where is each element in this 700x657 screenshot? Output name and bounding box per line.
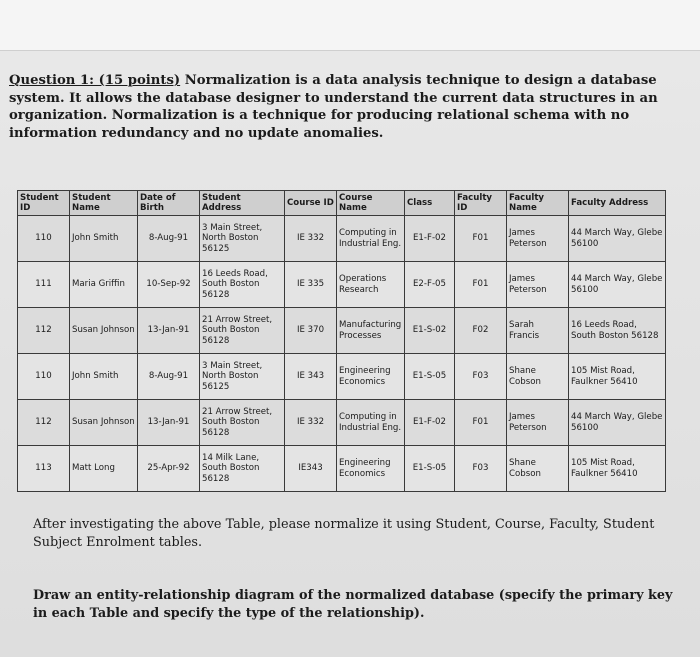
cell-student-id: 111 bbox=[18, 262, 70, 308]
header-course-id: Course ID bbox=[285, 191, 337, 216]
cell-faculty-name: James Peterson bbox=[507, 262, 569, 308]
cell-faculty-address: 16 Leeds Road, South Boston 56128 bbox=[569, 308, 666, 354]
cell-course-id: IE 370 bbox=[285, 308, 337, 354]
header-faculty-id: Faculty ID bbox=[455, 191, 507, 216]
data-table bbox=[17, 190, 666, 492]
cell-student-id: 112 bbox=[18, 400, 70, 446]
table-row bbox=[18, 262, 666, 308]
header-student-name: Student Name bbox=[70, 191, 138, 216]
cell-course-name: Operations Research bbox=[337, 262, 405, 308]
table-row bbox=[18, 400, 666, 446]
cell-course-name: Computing in Industrial Eng. bbox=[337, 216, 405, 262]
cell-faculty-name: Sarah Francis bbox=[507, 308, 569, 354]
cell-student-name: Susan Johnson bbox=[70, 400, 138, 446]
erd-task-paragraph: Draw an entity-relationship diagram of the normalized database (specify the primary key in each Table and specify the type of the relationship). bbox=[33, 588, 673, 621]
cell-date-of-birth: 25-Apr-92 bbox=[138, 446, 200, 492]
cell-student-name: Susan Johnson bbox=[70, 308, 138, 354]
cell-date-of-birth: 8-Aug-91 bbox=[138, 354, 200, 400]
cell-student-id: 110 bbox=[18, 216, 70, 262]
cell-class: E1-F-02 bbox=[405, 400, 455, 446]
cell-class: E1-S-02 bbox=[405, 308, 455, 354]
header-faculty-name: Faculty Name bbox=[507, 191, 569, 216]
cell-student-id: 110 bbox=[18, 354, 70, 400]
cell-course-id: IE 332 bbox=[285, 216, 337, 262]
cell-faculty-name: Shane Cobson bbox=[507, 354, 569, 400]
cell-student-name: John Smith bbox=[70, 216, 138, 262]
cell-date-of-birth: 13-Jan-91 bbox=[138, 400, 200, 446]
cell-course-id: IE343 bbox=[285, 446, 337, 492]
cell-date-of-birth: 10-Sep-92 bbox=[138, 262, 200, 308]
table-row bbox=[18, 308, 666, 354]
cell-class: E2-F-05 bbox=[405, 262, 455, 308]
cell-student-name: John Smith bbox=[70, 354, 138, 400]
cell-faculty-id: F02 bbox=[455, 308, 507, 354]
cell-student-address: 14 Milk Lane, South Boston 56128 bbox=[200, 446, 285, 492]
question-paragraph bbox=[9, 72, 679, 142]
cell-student-address: 21 Arrow Street, South Boston 56128 bbox=[200, 400, 285, 446]
cell-faculty-id: F03 bbox=[455, 446, 507, 492]
cell-class: E1-F-02 bbox=[405, 216, 455, 262]
cell-date-of-birth: 13-Jan-91 bbox=[138, 308, 200, 354]
table-row bbox=[18, 354, 666, 400]
cell-student-name: Maria Griffin bbox=[70, 262, 138, 308]
cell-faculty-id: F01 bbox=[455, 216, 507, 262]
question-label: Question 1: (15 points) bbox=[9, 73, 181, 88]
cell-course-name: Manufacturing Processes bbox=[337, 308, 405, 354]
header-date-of-birth: Date of Birth bbox=[138, 191, 200, 216]
cell-student-address: 3 Main Street, North Boston 56125 bbox=[200, 216, 285, 262]
table-row bbox=[18, 216, 666, 262]
cell-class: E1-S-05 bbox=[405, 354, 455, 400]
table-row bbox=[18, 446, 666, 492]
cell-student-address: 3 Main Street, North Boston 56125 bbox=[200, 354, 285, 400]
cell-faculty-name: James Peterson bbox=[507, 400, 569, 446]
header-student-id: Student ID bbox=[18, 191, 70, 216]
table-header-row bbox=[18, 191, 666, 216]
top-margin-band bbox=[0, 0, 700, 51]
cell-student-id: 113 bbox=[18, 446, 70, 492]
cell-faculty-address: 44 March Way, Glebe 56100 bbox=[569, 262, 666, 308]
cell-faculty-address: 44 March Way, Glebe 56100 bbox=[569, 400, 666, 446]
cell-student-address: 16 Leeds Road, South Boston 56128 bbox=[200, 262, 285, 308]
cell-faculty-address: 44 March Way, Glebe 56100 bbox=[569, 216, 666, 262]
cell-course-id: IE 332 bbox=[285, 400, 337, 446]
cell-course-id: IE 343 bbox=[285, 354, 337, 400]
instructions-paragraph: After investigating the above Table, please normalize it using Student, Course, Faculty, Student Subject Enrolment tables. bbox=[33, 517, 655, 550]
cell-faculty-address: 105 Mist Road, Faulkner 56410 bbox=[569, 446, 666, 492]
cell-date-of-birth: 8-Aug-91 bbox=[138, 216, 200, 262]
cell-student-address: 21 Arrow Street, South Boston 56128 bbox=[200, 308, 285, 354]
cell-student-id: 112 bbox=[18, 308, 70, 354]
header-student-address: Student Address bbox=[200, 191, 285, 216]
header-class: Class bbox=[405, 191, 455, 216]
cell-faculty-id: F01 bbox=[455, 400, 507, 446]
cell-course-name: Engineering Economics bbox=[337, 354, 405, 400]
cell-faculty-id: F01 bbox=[455, 262, 507, 308]
cell-course-name: Computing in Industrial Eng. bbox=[337, 400, 405, 446]
cell-student-name: Matt Long bbox=[70, 446, 138, 492]
cell-faculty-name: James Peterson bbox=[507, 216, 569, 262]
header-faculty-address: Faculty Address bbox=[569, 191, 666, 216]
header-course-name: Course Name bbox=[337, 191, 405, 216]
cell-course-name: Engineering Economics bbox=[337, 446, 405, 492]
cell-faculty-name: Shane Cobson bbox=[507, 446, 569, 492]
cell-faculty-id: F03 bbox=[455, 354, 507, 400]
cell-course-id: IE 335 bbox=[285, 262, 337, 308]
cell-faculty-address: 105 Mist Road, Faulkner 56410 bbox=[569, 354, 666, 400]
cell-class: E1-S-05 bbox=[405, 446, 455, 492]
question-text: Normalization is a data analysis technique to design a database system. It allows the database designer to understand the current data structures in an organization. Normalization is a technique for producing relational schema with no information redundancy and no update anomalies. bbox=[9, 73, 658, 141]
